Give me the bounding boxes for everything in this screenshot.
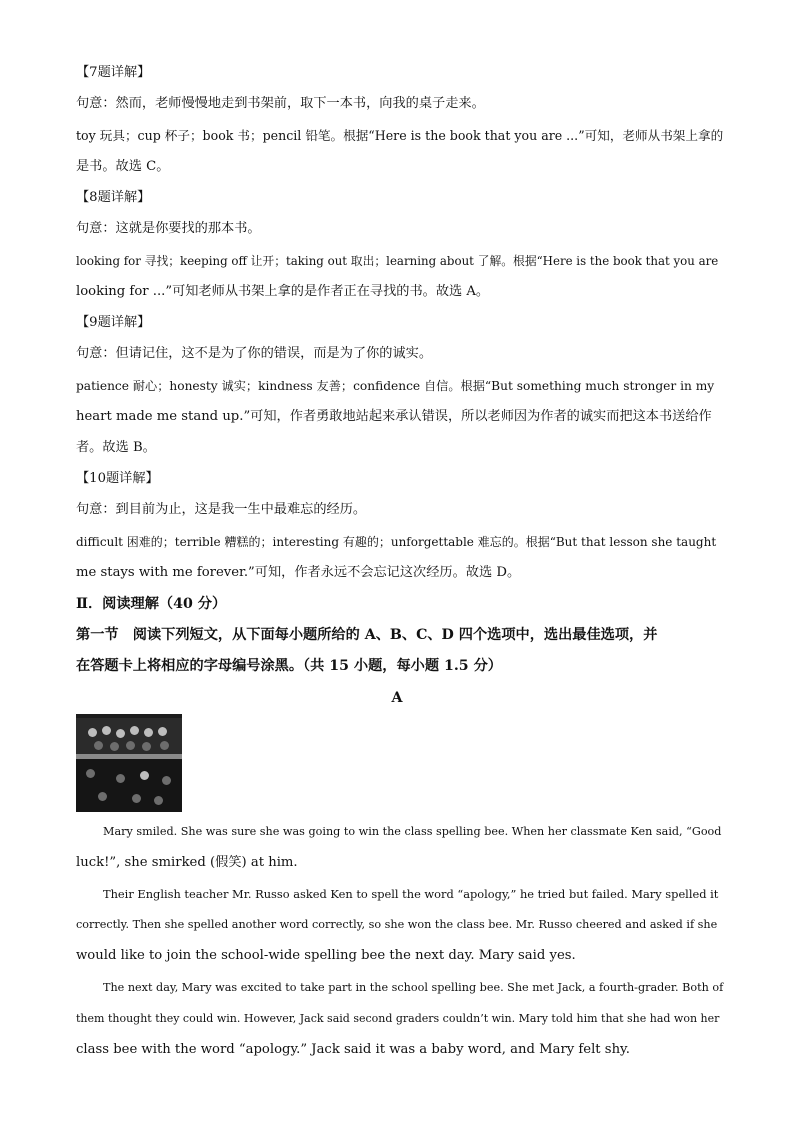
question-9-heading: 【9题详解】 bbox=[76, 315, 151, 330]
question-8-explanation-line-1: looking for 寻找；keeping off 让开；taking out 取出；learning about 了解。根据“Here is the book that you are bbox=[76, 254, 719, 268]
question-9-explanation-line-1: patience 耐心；honesty 诚实；kindness 友善；confidence 自信。根据“But something much stronger in my bbox=[76, 379, 715, 393]
passage-photo bbox=[76, 714, 182, 812]
passage-paragraph-2-line-2: correctly. Then she spelled another word correctly, so she won the class bee. Mr. Russo cheered and asked if she bbox=[76, 918, 718, 931]
question-7-explanation-line-1: toy 玩具；cup 杯子；book 书；pencil 铅笔。根据“Here is the book that you are ...”可知，老师从书架上拿的 bbox=[76, 128, 724, 143]
section-heading: Ⅱ．阅读理解（40 分） bbox=[76, 596, 227, 612]
question-7-heading: 【7题详解】 bbox=[76, 65, 151, 80]
instruction-line-1: 第一节 阅读下列短文，从下面每小题所给的 A、B、C、D 四个选项中，选出最佳选项，并 bbox=[76, 627, 658, 643]
passage-paragraph-2-line-3: would like to join the school-wide spelling bee the next day. Mary said yes. bbox=[76, 948, 576, 963]
question-9-explanation-line-3: 者。故选 B。 bbox=[76, 440, 156, 455]
question-10-explanation-line-2: me stays with me forever.”可知，作者永远不会忘记这次经历。故选 D。 bbox=[76, 565, 521, 580]
passage-label: A bbox=[391, 690, 403, 706]
question-8-heading: 【8题详解】 bbox=[76, 190, 151, 205]
question-10-explanation-line-1: difficult 困难的；terrible 糟糕的；interesting 有趣的；unforgettable 难忘的。根据“But that lesson she taught bbox=[76, 535, 717, 549]
passage-paragraph-3-line-3: class bee with the word “apology.” Jack said it was a baby word, and Mary felt shy. bbox=[76, 1042, 630, 1057]
question-7-meaning: 句意：然而，老师慢慢地走到书架前，取下一本书，向我的桌子走来。 bbox=[76, 96, 485, 111]
passage-paragraph-3-line-2: them thought they could win. However, Jack said second graders couldn’t win. Mary told him that she had won her bbox=[76, 1012, 720, 1025]
passage-paragraph-1-line-1: Mary smiled. She was sure she was going to win the class spelling bee. When her classmate Ken said, “Good bbox=[103, 825, 722, 838]
question-10-heading: 【10题详解】 bbox=[76, 471, 159, 486]
question-7-explanation-line-2: 是书。故选 C。 bbox=[76, 159, 170, 174]
question-8-meaning: 句意：这就是你要找的那本书。 bbox=[76, 221, 261, 236]
passage-paragraph-1-line-2: luck!”, she smirked (假笑) at him. bbox=[76, 855, 298, 870]
question-9-meaning: 句意：但请记住，这不是为了你的错误，而是为了你的诚实。 bbox=[76, 346, 433, 361]
instruction-line-2: 在答题卡上将相应的字母编号涂黑。（共 15 小题，每小题 1.5 分） bbox=[76, 658, 502, 674]
question-8-explanation-line-2: looking for ...”可知老师从书架上拿的是作者正在寻找的书。故选 A。 bbox=[76, 284, 490, 299]
question-10-meaning: 句意：到目前为止，这是我一生中最难忘的经历。 bbox=[76, 502, 367, 517]
passage-paragraph-3-line-1: The next day, Mary was excited to take part in the school spelling bee. She met Jack, a fourth-grader. Both of bbox=[103, 981, 724, 994]
question-9-explanation-line-2: heart made me stand up.”可知，作者勇敢地站起来承认错误，所以老师因为作者的诚实而把这本书送给作 bbox=[76, 409, 712, 424]
passage-paragraph-2-line-1: Their English teacher Mr. Russo asked Ken to spell the word “apology,” he tried but failed. Mary spelled it bbox=[103, 887, 719, 901]
